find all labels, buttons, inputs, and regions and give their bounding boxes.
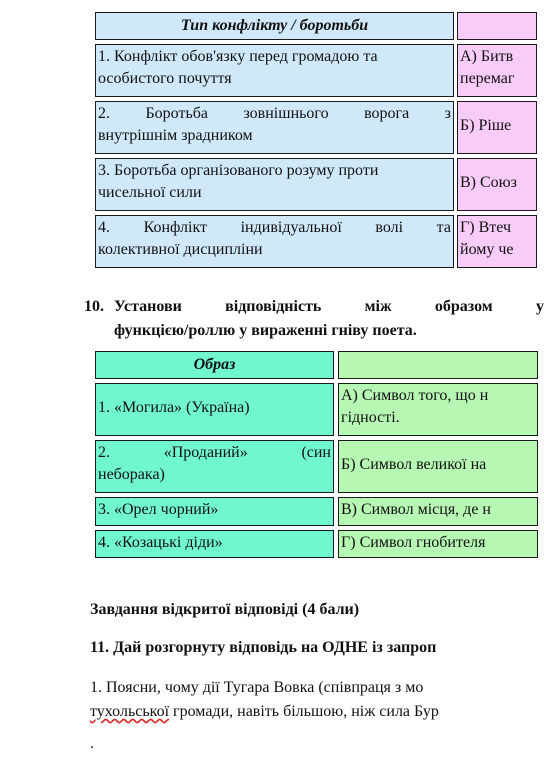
table1-row4-option-line2: йому че	[460, 241, 514, 258]
table2-row2-image-line2: неборака)	[98, 466, 165, 483]
table2-row4-image	[95, 530, 334, 558]
table1-row4-option-line1: Г) Втеч	[460, 219, 511, 236]
table1-row3-type	[95, 158, 454, 211]
task11-item1-line2	[90, 703, 439, 721]
table1-header-option	[457, 12, 537, 40]
table1-row3-type-line2: чисельної сили	[98, 184, 202, 201]
table2-row1-function-line2: гідності.	[341, 409, 400, 426]
task11-item1-line1: 1. Поясни, чому дії Тугара Вовка (співпраця з мо	[90, 679, 424, 696]
task10-line2: функцією/роллю у вираженні гніву поета.	[114, 322, 417, 339]
table1-row3-option	[457, 158, 537, 211]
table2-row1-function	[338, 383, 538, 436]
table1-row4-option	[457, 215, 537, 268]
table1-header-type: Тип конфлікту / боротьби	[95, 12, 454, 40]
table2-row2-image-line1: 2. «Проданий» (син	[98, 444, 331, 461]
table1-row2-option-line1: Б) Ріше	[460, 117, 512, 134]
table1-row1-type	[95, 44, 454, 97]
task11-item1-wavy-word: тухольської	[90, 703, 170, 720]
table2-row3-function	[338, 497, 538, 526]
task10-line1: Установи відповідність між образом у	[114, 298, 544, 315]
table1-row1-option-line1: А) Битв	[460, 48, 514, 65]
table2-row3-image-line1: 3. «Орел чорний»	[98, 501, 219, 518]
table2-row3-function-line1: В) Символ місця, де н	[341, 501, 491, 518]
table2-row4-function-line1: Г) Символ гнобителя	[341, 534, 486, 551]
table2-row1-image-line1: 1. «Могила» (Україна)	[98, 399, 250, 416]
table2-row2-function-line1: Б) Символ великої на	[341, 456, 487, 473]
table1-row4-type-line1: 4. Конфлікт індивідуальної волі та	[98, 219, 451, 236]
table1-row2-type	[95, 101, 454, 154]
table1-row2-type-line2: внутрішнім зрадником	[98, 127, 253, 144]
task11-item1-line2-rest: громади, навіть більшою, ніж сила Бур	[169, 703, 439, 720]
table2-row4-function	[338, 530, 538, 558]
table1-row1-option-line2: перемаг	[460, 70, 515, 87]
table1-row2-type-line1: 2. Боротьба зовнішнього ворога з	[98, 105, 451, 122]
table2-header-function	[338, 351, 538, 379]
table1-row1-type-line2: особистого почуття	[98, 70, 232, 87]
open-section-heading: Завдання відкритої відповіді (4 бали)	[90, 601, 360, 618]
table1-row4-type-line2: колективної дисципліни	[98, 241, 263, 258]
table2-row2-function	[338, 440, 538, 493]
table1-row1-option	[457, 44, 537, 97]
table2-row2-image	[95, 440, 334, 493]
table1-row3-option-line1: В) Союз	[460, 174, 517, 191]
table2-header-image: Образ	[95, 351, 334, 379]
table2-row1-image	[95, 383, 334, 436]
table1-row3-type-line1: 3. Боротьба організованого розуму проти	[98, 162, 379, 179]
task11-title: 11. Дай розгорнуту відповідь на ОДНЕ із запроп	[90, 639, 437, 656]
task10-number: 10.	[84, 298, 104, 315]
table2-row1-function-line1: А) Символ того, що н	[341, 387, 489, 404]
table2-row4-image-line1: 4. «Козацькі діди»	[98, 534, 223, 551]
table1-row4-type	[95, 215, 454, 268]
table2-row3-image	[95, 497, 334, 526]
table1-row1-type-line1: 1. Конфлікт обов'язку перед громадою та	[98, 48, 378, 65]
table1-row2-option	[457, 101, 537, 154]
cutoff-text-line: .	[90, 735, 202, 752]
